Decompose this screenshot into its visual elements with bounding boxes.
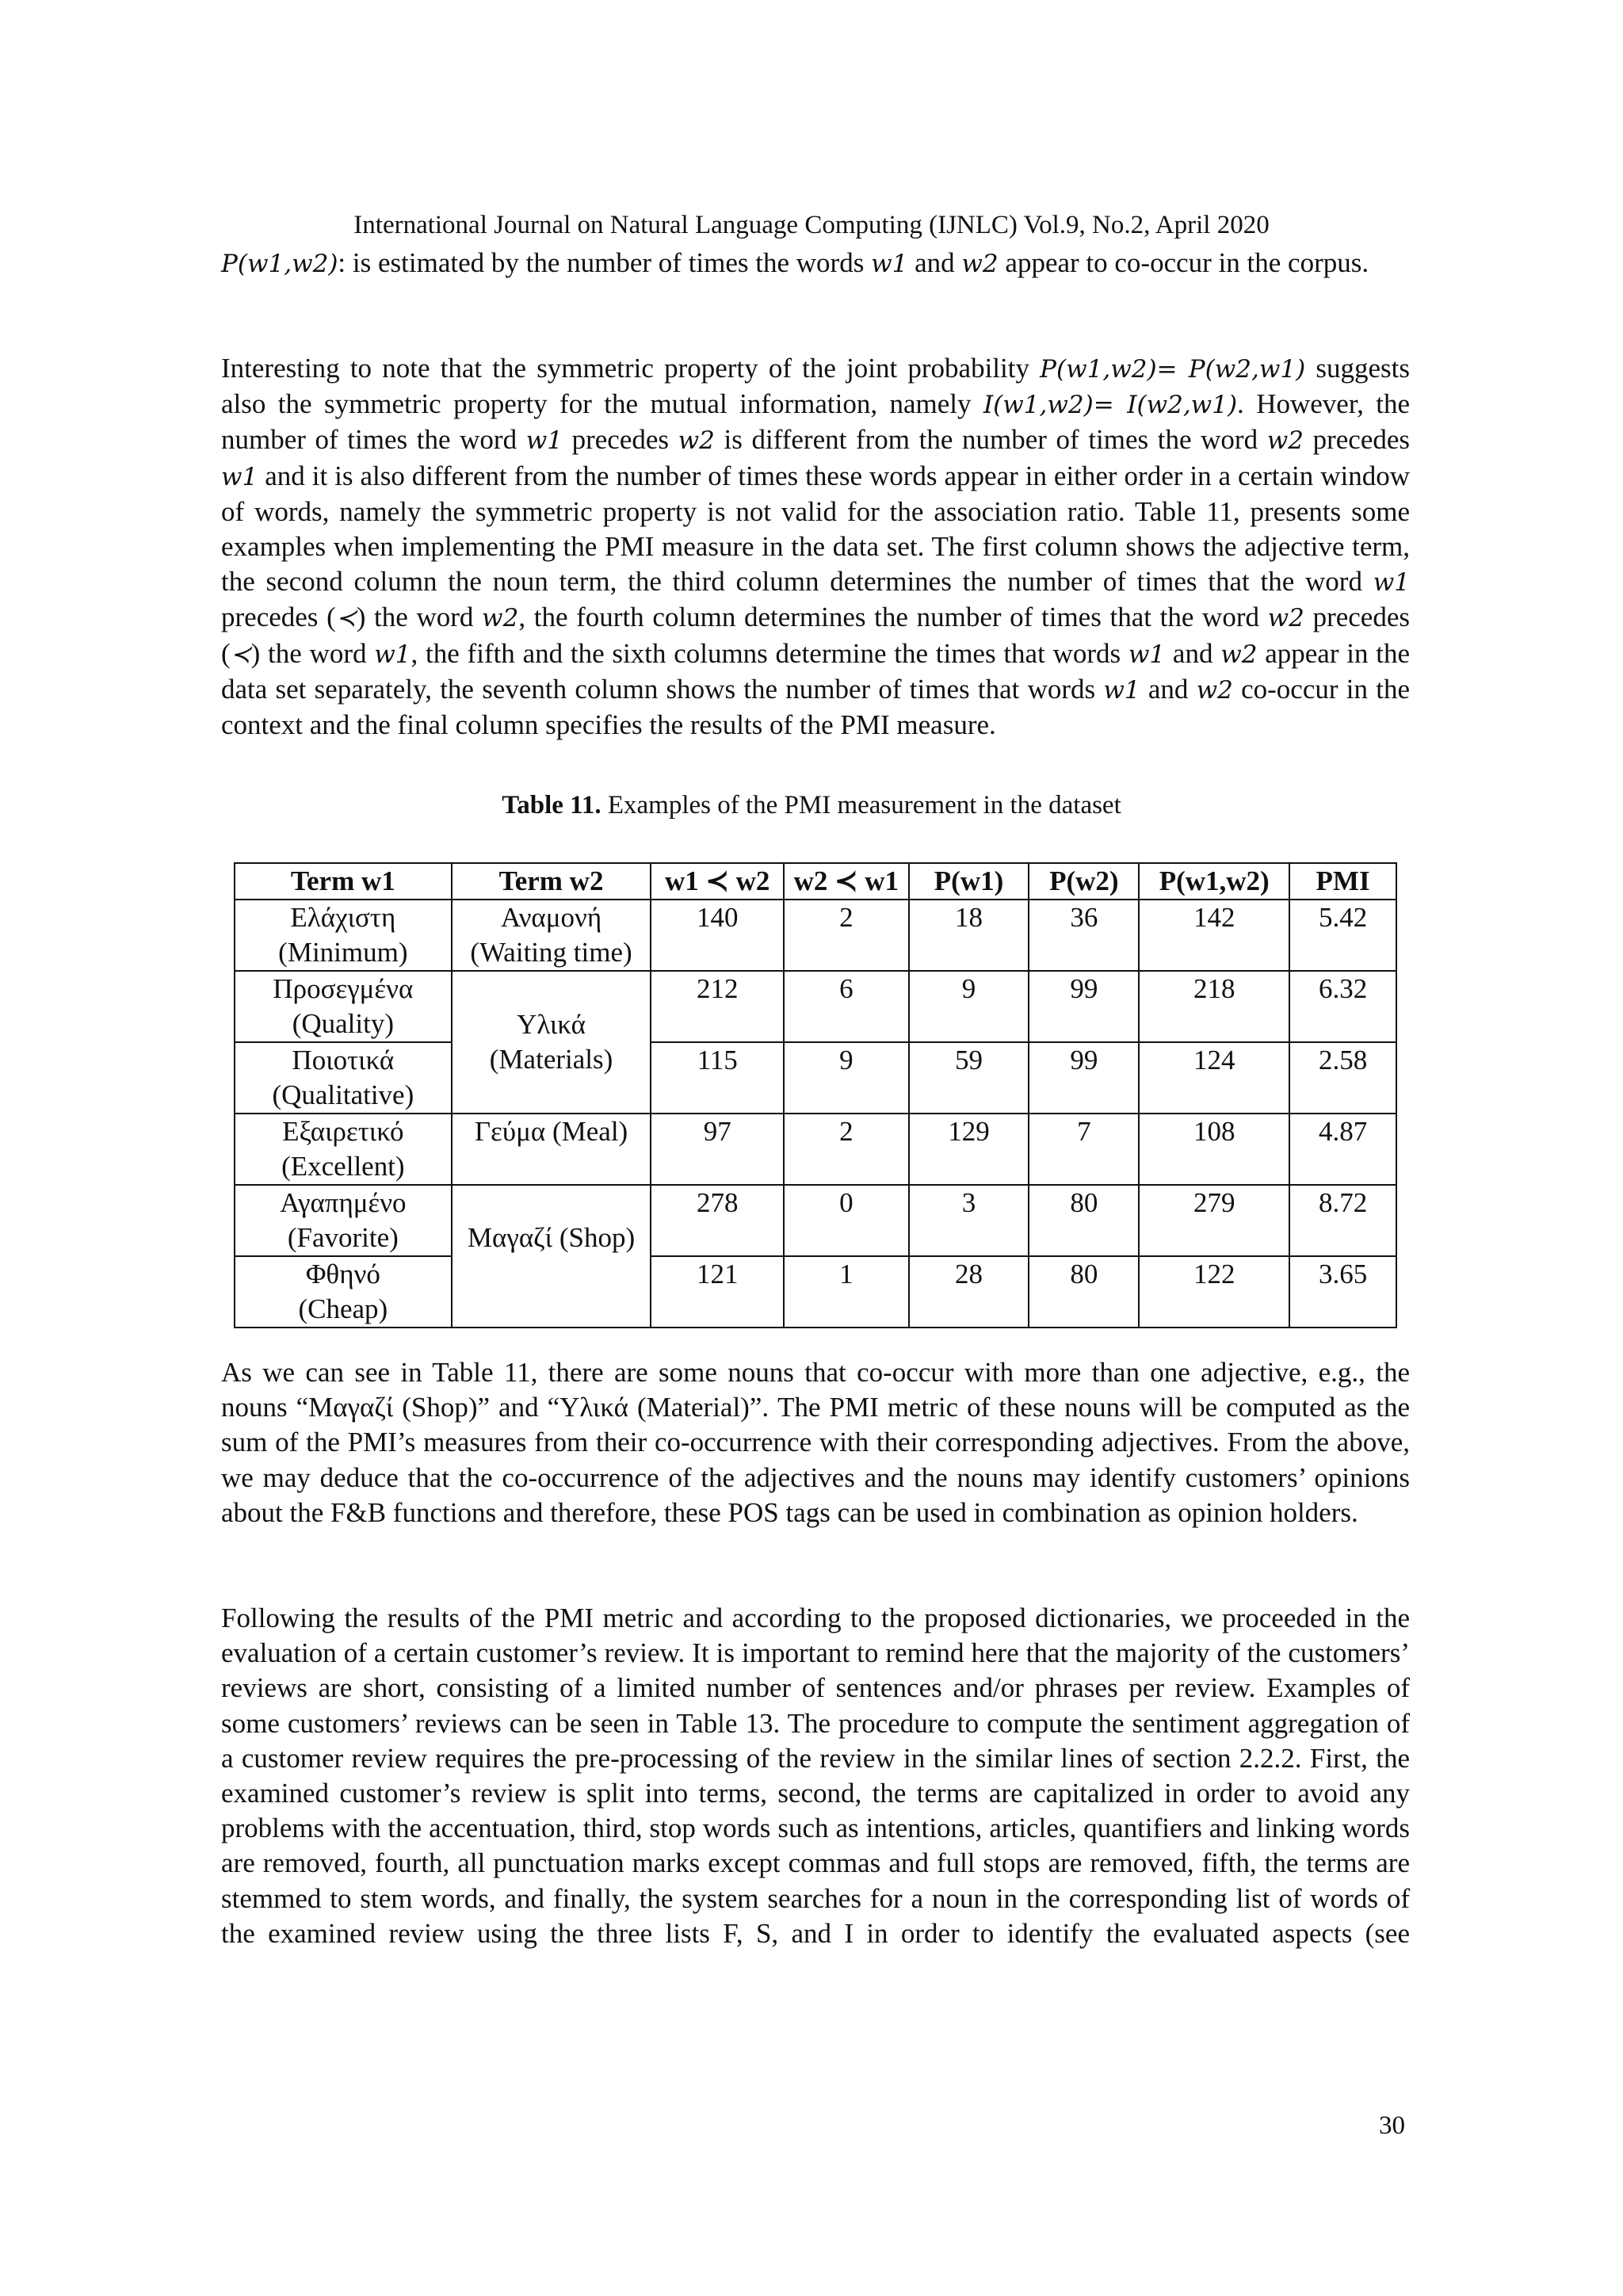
adj-english: (Minimum)	[278, 937, 408, 968]
cell: 99	[1029, 1042, 1139, 1114]
text: co-occur in the context and the final column specifies the results of the PMI measure.	[221, 673, 1410, 741]
cell: 18	[909, 900, 1029, 971]
cell: 59	[909, 1042, 1029, 1114]
adjective-cell	[235, 1114, 452, 1185]
adjective-cell	[235, 1256, 452, 1328]
text: and it is also different from the number of times these words appear in either order in a certain window of words, namely the symmetric property is not valid for the association ratio. Table 11, presents some examples when implementing the PMI measure in the data set. The first column shows the adjective term, the second column the noun term, the third column determines the number of times that the word	[221, 460, 1410, 598]
cell: 97	[651, 1114, 784, 1185]
text: Interesting to note that the symmetric property of the joint probability	[221, 353, 1041, 384]
table-caption	[0, 791, 1623, 820]
math-expr: w2	[1220, 640, 1258, 669]
text: suggests also the symmetric property for the mutual information, namely	[221, 353, 1410, 420]
cell: 9	[909, 971, 1029, 1042]
adj-english: (Excellent)	[281, 1151, 405, 1182]
noun-greek: Υλικά	[517, 1009, 586, 1040]
paragraph-procedure	[221, 1601, 1410, 1951]
math-expr: ≺	[335, 604, 357, 633]
math-expr: ≺	[230, 640, 251, 669]
cell: 2	[784, 900, 909, 971]
paragraph-symmetric	[221, 351, 1410, 743]
math-joint-prob: P(w1,w2)	[221, 250, 338, 278]
text: ) the word	[250, 637, 375, 669]
cell: 122	[1139, 1256, 1289, 1328]
adj-english: (Cheap)	[298, 1293, 388, 1324]
noun-label: Γεύμα (Meal)	[474, 1116, 628, 1147]
table-row	[235, 900, 1396, 971]
adjective-cell	[235, 1042, 452, 1114]
noun-cell	[452, 1114, 651, 1185]
math-expr: w1	[1373, 568, 1410, 598]
cell: 6	[784, 971, 909, 1042]
math-w2: w2	[961, 250, 999, 278]
noun-label: Μαγαζί (Shop)	[467, 1222, 636, 1253]
math-expr: P(w1,w2)= P(w2,w1)	[1040, 355, 1306, 384]
adj-greek: Προσεγμένα	[273, 973, 414, 1004]
adj-greek: Ελάχιστη	[290, 902, 396, 933]
noun-cell	[452, 900, 651, 971]
journal-header: International Journal on Natural Language Computing (IJNLC) Vol.9, No.2, April 2020	[353, 211, 1270, 239]
cell: 212	[651, 971, 784, 1042]
text: and	[1140, 673, 1197, 705]
cell: 218	[1139, 971, 1289, 1042]
text: precedes (	[221, 602, 336, 633]
cell: 1	[784, 1256, 909, 1328]
table-row	[235, 1042, 1396, 1114]
col-header: w1 ≺ w2	[651, 863, 784, 900]
math-expr: w2	[1196, 675, 1233, 705]
page-number: 30	[1379, 2111, 1405, 2140]
adj-greek: Ποιοτικά	[292, 1045, 395, 1075]
table-row	[235, 1185, 1396, 1256]
table-row	[235, 971, 1396, 1042]
adjective-cell	[235, 1185, 452, 1256]
col-header: P(w1)	[909, 863, 1029, 900]
pmi-table	[234, 862, 1397, 1328]
math-expr: w1	[221, 462, 258, 491]
cell: 124	[1139, 1042, 1289, 1114]
text: is different from the number of times the word	[714, 424, 1267, 456]
math-expr: I(w1,w2)= I(w2,w1)	[983, 391, 1238, 420]
math-expr: w1	[1128, 640, 1166, 669]
noun-cell	[452, 1185, 651, 1328]
cell: 36	[1029, 900, 1139, 971]
math-expr: w1	[525, 426, 563, 456]
math-expr: w2	[1266, 426, 1304, 456]
adj-english: (Favorite)	[287, 1222, 399, 1253]
cell: 3.65	[1289, 1256, 1396, 1328]
col-header: w2 ≺ w1	[784, 863, 909, 900]
cell: 99	[1029, 971, 1139, 1042]
noun-cell	[452, 971, 651, 1114]
cell: 279	[1139, 1185, 1289, 1256]
col-header: P(w2)	[1029, 863, 1139, 900]
paragraph-discussion	[221, 1355, 1410, 1530]
text: appear to co-occur in the corpus.	[998, 247, 1369, 278]
cell: 2.58	[1289, 1042, 1396, 1114]
adj-greek: Φθηνό	[305, 1259, 380, 1289]
math-expr: w1	[374, 640, 411, 669]
math-expr: w2	[1267, 604, 1304, 633]
col-header: Term w1	[235, 863, 452, 900]
cell: 140	[651, 900, 784, 971]
cell: 4.87	[1289, 1114, 1396, 1185]
text: , the fifth and the sixth columns determine the times that words	[411, 637, 1128, 669]
cell: 3	[909, 1185, 1029, 1256]
cell: 6.32	[1289, 971, 1396, 1042]
text: : is estimated by the number of times the words	[338, 247, 872, 278]
cell: 278	[651, 1185, 784, 1256]
cell: 80	[1029, 1185, 1139, 1256]
cell: 9	[784, 1042, 909, 1114]
text: . However, the number of times the word	[221, 388, 1411, 456]
cell: 0	[784, 1185, 909, 1256]
adj-english: (Qualitative)	[272, 1079, 414, 1110]
cell: 115	[651, 1042, 784, 1114]
text: precedes (	[221, 602, 1410, 669]
cell: 129	[909, 1114, 1029, 1185]
noun-greek: Αναμονή	[500, 902, 602, 933]
cell: 8.72	[1289, 1185, 1396, 1256]
text: precedes	[1303, 424, 1411, 456]
math-expr: w2	[482, 604, 519, 633]
paragraph-text: As we can see in Table 11, there are some nouns that co-occur with more than one adjective, e.g., the nouns “Μαγαζί (Shop)” and “Υλικά (Material)”. The PMI metric of these nouns will be computed as the sum of the PMI’s measures from their co-occurrence with their corresponding adjectives. From the above, we may deduce that the co-occurrence of the adjectives and the nouns may identify customers’ opinions about the F&B functions and therefore, these POS tags can be used in combination as opinion holders.	[221, 1357, 1410, 1528]
paragraph-text: Following the results of the PMI metric and according to the proposed dictionaries, we proceeded in the evaluation of a certain customer’s review. It is important to remind here that the majority of the customers’ reviews are short, consisting of a limited number of sentences and/or phrases per review. Examples of some customers’ reviews can be seen in Table 13. The procedure to compute the sentiment aggregation of a customer review requires the pre-processing of the review in the similar lines of section 2.2.2. First, the examined customer’s review is split into terms, second, the terms are capitalized in order to avoid any problems with the accentuation, third, stop words such as intentions, articles, quantifiers and linking words are removed, fourth, all punctuation marks except commas and full stops are removed, fifth, the terms are stemmed to stem words, and finally, the system searches for a noun in the corresponding list of words of the examined review using the three lists F, S, and I in order to identify the evaluated aspects (see	[221, 1603, 1410, 1949]
text: precedes	[562, 424, 678, 456]
text: and	[1165, 637, 1221, 669]
adj-english: (Quality)	[292, 1008, 394, 1039]
adj-greek: Εξαιρετικό	[282, 1116, 404, 1147]
cell: 5.42	[1289, 900, 1396, 971]
cell: 28	[909, 1256, 1029, 1328]
col-header: PMI	[1289, 863, 1396, 900]
cell: 142	[1139, 900, 1289, 971]
caption-label: Table 11.	[502, 791, 601, 819]
text: appear in the data set separately, the seventh column shows the number of times that words	[221, 637, 1410, 705]
noun-english: (Materials)	[489, 1044, 613, 1075]
cell: 80	[1029, 1256, 1139, 1328]
text: and	[907, 247, 962, 278]
math-expr: w1	[1103, 675, 1140, 705]
text: ) the word	[356, 602, 483, 633]
adjective-cell	[235, 900, 452, 971]
adj-greek: Αγαπημένο	[280, 1187, 407, 1218]
cell: 2	[784, 1114, 909, 1185]
col-header: Term w2	[452, 863, 651, 900]
col-header: P(w1,w2)	[1139, 863, 1289, 900]
math-expr: w2	[678, 426, 715, 456]
paragraph-definition	[221, 246, 1410, 281]
cell: 7	[1029, 1114, 1139, 1185]
cell: 108	[1139, 1114, 1289, 1185]
table-header-row	[235, 863, 1396, 900]
table-row	[235, 1114, 1396, 1185]
text: , the fourth column determines the number of times that the word	[518, 602, 1268, 633]
noun-english: (Waiting time)	[470, 937, 632, 968]
math-w1: w1	[871, 250, 908, 278]
adjective-cell	[235, 971, 452, 1042]
cell: 121	[651, 1256, 784, 1328]
table-row	[235, 1256, 1396, 1328]
caption-text: Examples of the PMI measurement in the dataset	[601, 791, 1121, 819]
